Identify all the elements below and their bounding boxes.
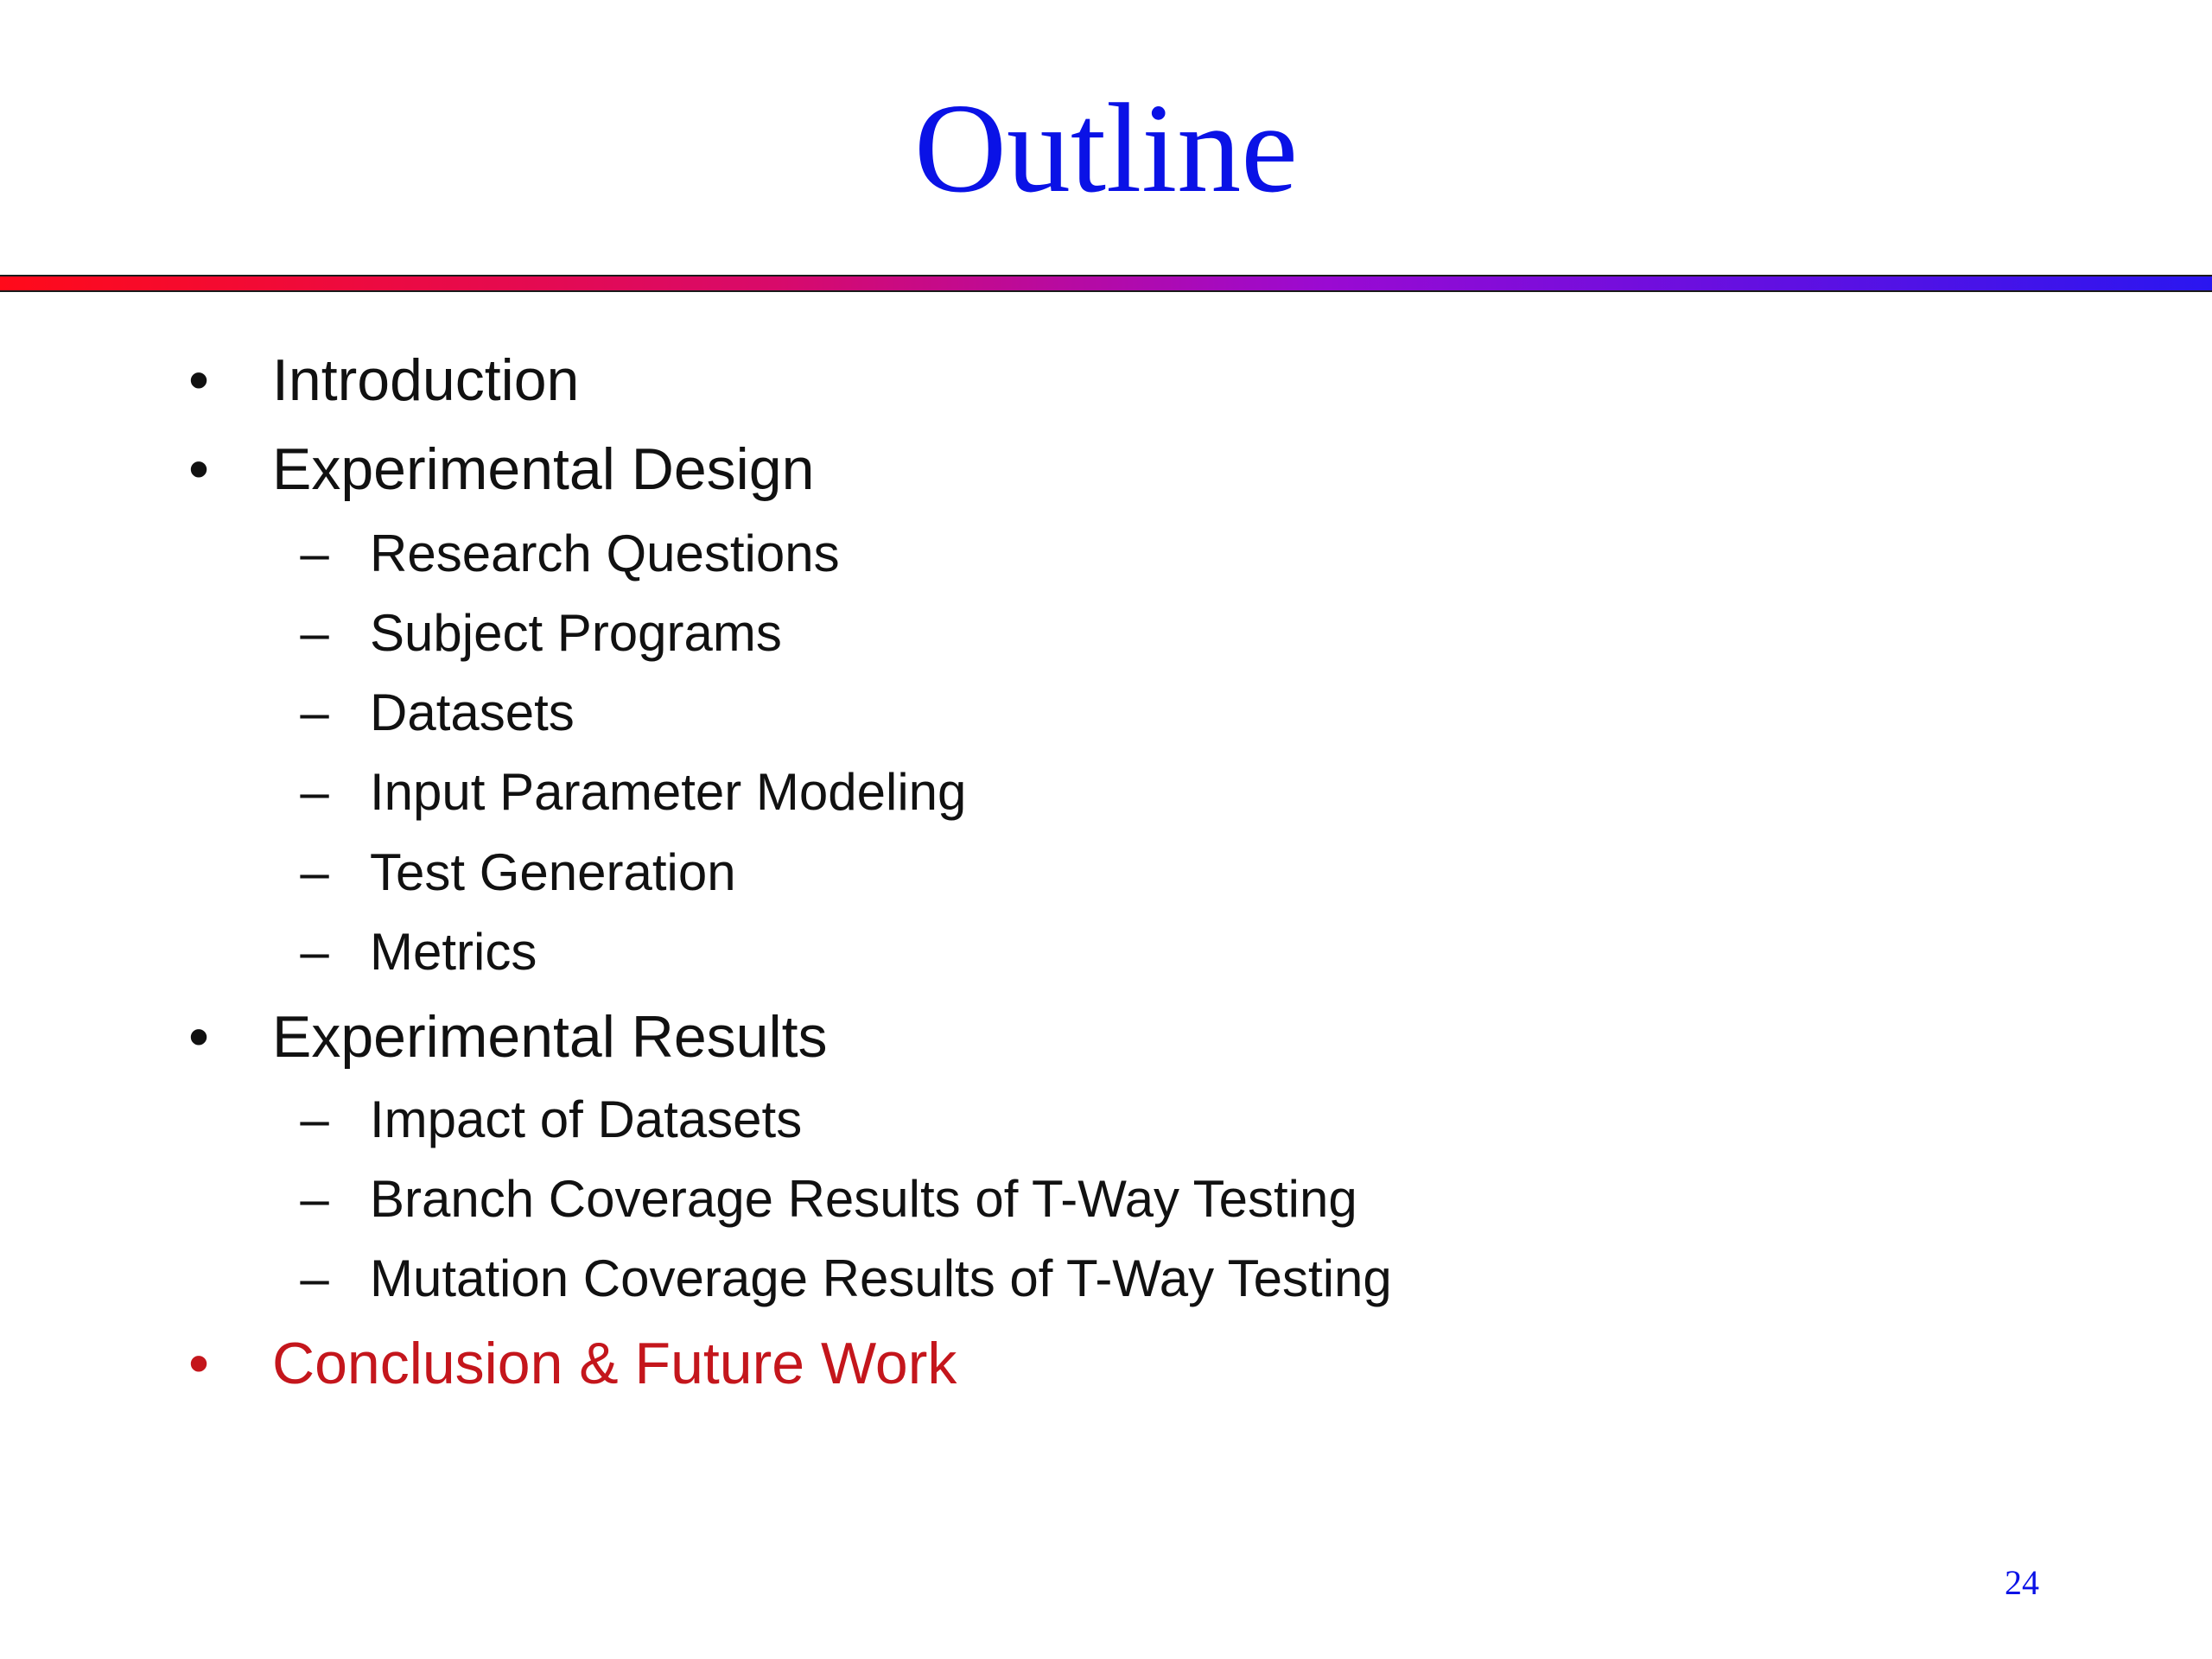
outline-subitem-branch-coverage (0, 1168, 2212, 1230)
outline-item-label: Experimental Results (272, 1004, 828, 1070)
bullet-icon: • (188, 347, 209, 413)
bullet-icon: • (188, 436, 209, 502)
outline-subitem-test-generation (0, 842, 2212, 904)
dash-icon: – (300, 683, 329, 741)
outline-item-label: Introduction (272, 347, 580, 413)
dash-icon: – (300, 1249, 329, 1307)
dash-icon: – (300, 923, 329, 981)
dash-icon: – (300, 1170, 329, 1228)
outline-subitem-mutation-coverage (0, 1248, 2212, 1310)
outline-subitem-metrics (0, 921, 2212, 983)
outline-subitem-input-parameter-modeling (0, 761, 2212, 823)
bullet-icon: • (188, 1004, 209, 1070)
outline-item-label: Mutation Coverage Results of T-Way Testing (370, 1249, 1392, 1307)
dash-icon: – (300, 843, 329, 901)
outline-subitem-datasets (0, 682, 2212, 744)
slide-title: Outline (914, 78, 1298, 219)
bullet-icon: • (188, 1331, 209, 1396)
outline-item-label: Impact of Datasets (370, 1090, 803, 1148)
outline-item-introduction (0, 346, 2212, 415)
outline-subitem-subject-programs (0, 602, 2212, 664)
outline-item-label: Input Parameter Modeling (370, 763, 967, 821)
outline-item-label: Metrics (370, 923, 537, 981)
dash-icon: – (300, 1090, 329, 1148)
outline-item-label: Conclusion & Future Work (272, 1331, 957, 1396)
dash-icon: – (300, 763, 329, 821)
outline-item-label: Research Questions (370, 524, 840, 582)
dash-icon: – (300, 524, 329, 582)
outline-item-label: Datasets (370, 683, 575, 741)
page-number: 24 (2005, 1563, 2039, 1602)
outline-item-label: Experimental Design (272, 436, 815, 502)
outline-item-conclusion-current (0, 1329, 2212, 1398)
outline-item-label: Subject Programs (370, 604, 782, 662)
outline-item-experimental-design (0, 435, 2212, 504)
dash-icon: – (300, 604, 329, 662)
outline-item-experimental-results (0, 1002, 2212, 1071)
outline-item-label: Branch Coverage Results of T-Way Testing (370, 1170, 1357, 1228)
outline-subitem-impact-of-datasets (0, 1089, 2212, 1151)
outline-subitem-research-questions (0, 523, 2212, 585)
outline-item-label: Test Generation (370, 843, 736, 901)
